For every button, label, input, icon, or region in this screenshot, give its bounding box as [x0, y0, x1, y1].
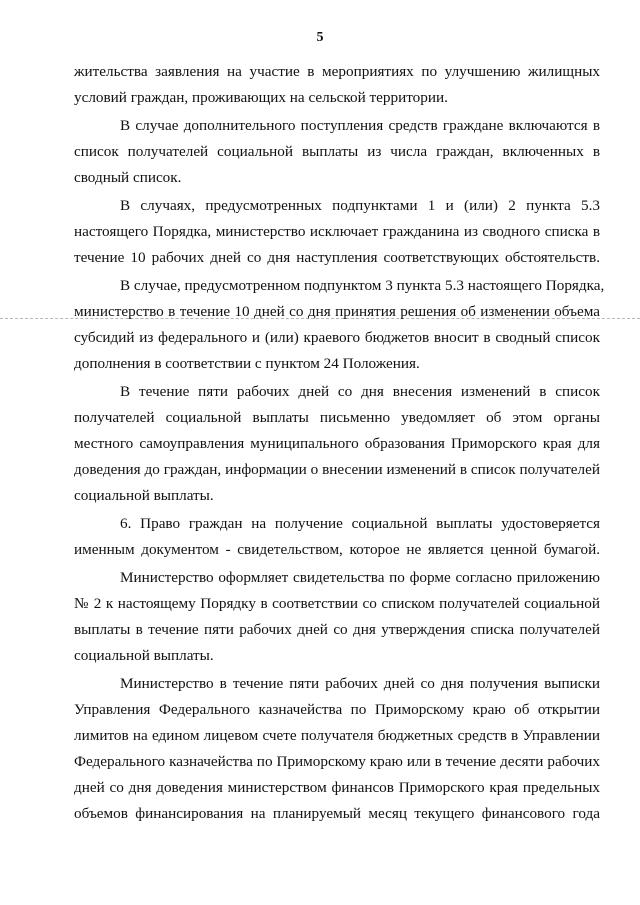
text-line: Управления Федерального казначейства по Приморскому краю об открытии: [74, 701, 600, 718]
text-line: лимитов на едином лицевом счете получателя бюджетных средств в Управлении: [74, 727, 600, 744]
text-line: выплаты в течение пяти рабочих дней со дня утверждения списка получателей: [74, 621, 600, 638]
text-line: 6. Право граждан на получение социальной выплаты удостоверяется: [120, 515, 600, 532]
text-line: объемов финансирования на планируемый месяц текущего финансового года: [74, 805, 600, 822]
text-line: № 2 к настоящему Порядку в соответствии со списком получателей социальной: [74, 595, 600, 612]
text-line: Федерального казначейства по Приморскому краю или в течение десяти рабочих: [74, 753, 600, 770]
text-line: условий граждан, проживающих на сельской территории.: [74, 89, 448, 106]
text-line: дополнения в соответствии с пунктом 24 Положения.: [74, 355, 420, 372]
text-line: В случаях, предусмотренных подпунктами 1 и (или) 2 пункта 5.3: [120, 197, 600, 214]
text-line: Министерство оформляет свидетельства по форме согласно приложению: [120, 569, 600, 586]
text-line: доведения до граждан, информации о внесении изменений в список получателей: [74, 461, 600, 478]
text-line: получателей социальной выплаты письменно уведомляет об этом органы: [74, 409, 600, 426]
text-line: именным документом - свидетельством, которое не является ценной бумагой.: [74, 541, 600, 558]
text-line: течение 10 рабочих дней со дня наступления соответствующих обстоятельств.: [74, 249, 600, 266]
text-line: субсидий из федерального и (или) краевого бюджетов вносит в сводный список: [74, 329, 600, 346]
text-line: В течение пяти рабочих дней со дня внесения изменений в список: [120, 383, 600, 400]
text-line: жительства заявления на участие в мероприятиях по улучшению жилищных: [74, 63, 600, 80]
text-line: министерство в течение 10 дней со дня принятия решения об изменении объема: [74, 303, 600, 320]
page-number: 5: [316, 30, 324, 45]
text-line: местного самоуправления муниципального образования Приморского края для: [74, 435, 600, 452]
text-line: Министерство в течение пяти рабочих дней со дня получения выписки: [120, 675, 600, 692]
text-line: социальной выплаты.: [74, 647, 214, 664]
text-line: социальной выплаты.: [74, 487, 214, 504]
text-line: В случае дополнительного поступления средств граждане включаются в: [120, 117, 600, 134]
text-line: список получателей социальной выплаты из числа граждан, включенных в: [74, 143, 600, 160]
text-line: сводный список.: [74, 169, 182, 186]
text-line: дней со дня доведения министерством финансов Приморского края предельных: [74, 779, 600, 796]
text-line: В случае, предусмотренном подпунктом 3 пункта 5.3 настоящего Порядка,: [120, 277, 605, 294]
text-line: настоящего Порядка, министерство исключает гражданина из сводного списка в: [74, 223, 600, 240]
